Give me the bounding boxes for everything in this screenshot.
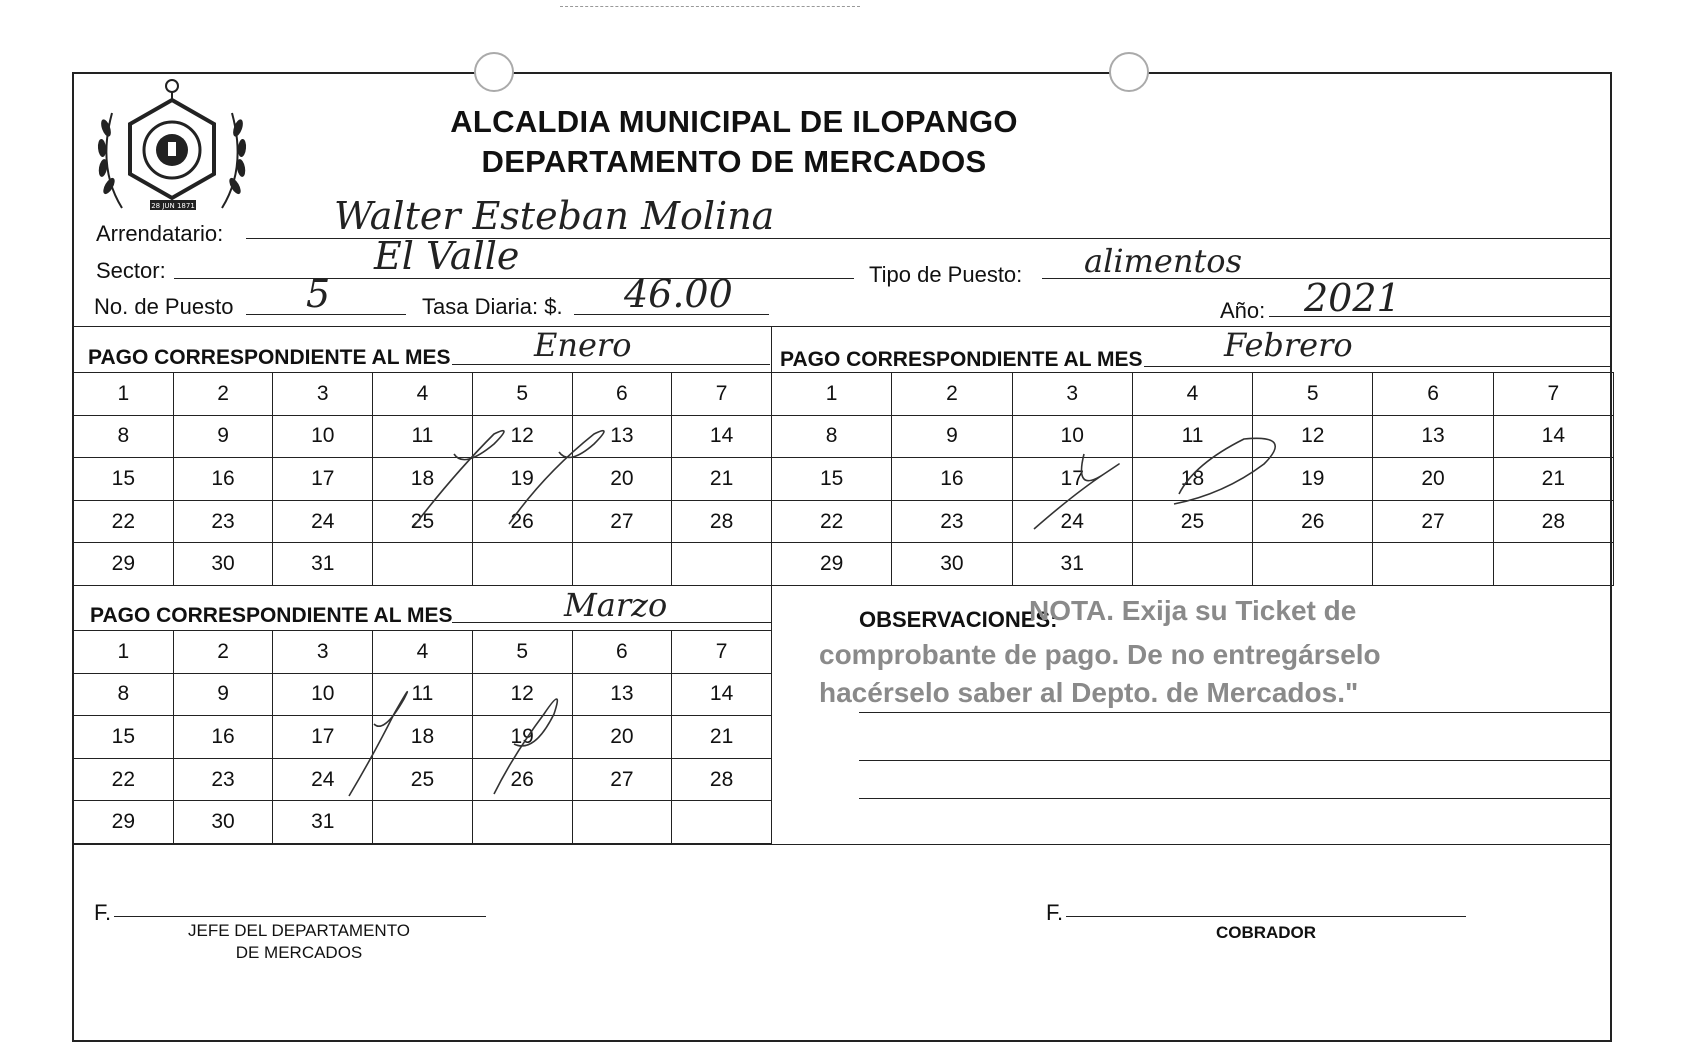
puesto-label: No. de Puesto bbox=[94, 294, 234, 319]
nota-line-3: hacérselo saber al Depto. de Mercados." bbox=[819, 677, 1359, 708]
empty-day-cell[interactable] bbox=[672, 801, 772, 844]
day-cell-6[interactable]: 6 bbox=[572, 631, 672, 674]
calendar-row bbox=[74, 543, 772, 586]
calendar-row bbox=[772, 543, 1614, 586]
day-cell-15[interactable]: 15 bbox=[772, 458, 892, 501]
day-cell-5[interactable]: 5 bbox=[472, 373, 572, 416]
month-1-label: PAGO CORRESPONDIENTE AL MES bbox=[88, 346, 451, 369]
day-cell-29[interactable]: 29 bbox=[74, 801, 174, 844]
day-cell-15[interactable]: 15 bbox=[74, 458, 174, 501]
signature-left-caption-1: JEFE DEL DEPARTAMENTO bbox=[188, 921, 410, 940]
day-cell-31[interactable]: 31 bbox=[273, 801, 373, 844]
day-cell-14[interactable]: 14 bbox=[672, 673, 772, 716]
empty-day-cell[interactable] bbox=[572, 801, 672, 844]
empty-day-cell[interactable] bbox=[672, 543, 772, 586]
observaciones-line-3 bbox=[859, 798, 1611, 799]
divider-signatures bbox=[74, 844, 1610, 845]
empty-day-cell[interactable] bbox=[472, 801, 572, 844]
day-cell-28[interactable]: 28 bbox=[672, 500, 772, 543]
calendar-row bbox=[772, 415, 1614, 458]
day-cell-30[interactable]: 30 bbox=[173, 543, 273, 586]
divider-middle bbox=[74, 585, 1610, 586]
day-cell-25[interactable]: 25 bbox=[373, 758, 473, 801]
day-cell-8[interactable]: 8 bbox=[74, 415, 174, 458]
signature-right-caption: COBRADOR bbox=[1215, 923, 1317, 942]
nota-line-1: NOTA. Exija su Ticket de bbox=[1029, 595, 1357, 626]
day-cell-14[interactable]: 14 bbox=[1493, 415, 1613, 458]
day-cell-22[interactable]: 22 bbox=[772, 500, 892, 543]
day-cell-29[interactable]: 29 bbox=[772, 543, 892, 586]
signature-left-f: F. bbox=[94, 900, 112, 925]
signature-left-caption bbox=[164, 920, 434, 964]
calendar-row bbox=[74, 458, 772, 501]
day-cell-26[interactable]: 26 bbox=[1253, 500, 1373, 543]
day-cell-29[interactable]: 29 bbox=[74, 543, 174, 586]
rental-payment-card bbox=[72, 72, 1612, 1042]
day-cell-12[interactable]: 12 bbox=[1253, 415, 1373, 458]
calendar-row bbox=[74, 631, 772, 674]
day-cell-11[interactable]: 11 bbox=[1132, 415, 1252, 458]
day-cell-24[interactable]: 24 bbox=[1012, 500, 1132, 543]
day-cell-3[interactable]: 3 bbox=[273, 631, 373, 674]
title-line-2: DEPARTAMENTO DE MERCADOS bbox=[481, 144, 987, 179]
day-cell-26[interactable]: 26 bbox=[472, 758, 572, 801]
punch-hole-right bbox=[1109, 52, 1149, 92]
day-cell-9[interactable]: 9 bbox=[173, 415, 273, 458]
day-cell-7[interactable]: 7 bbox=[1493, 373, 1613, 416]
anio-label: Año: bbox=[1220, 298, 1266, 323]
anio-value[interactable]: 2021 bbox=[1304, 276, 1401, 320]
day-cell-20[interactable]: 20 bbox=[572, 458, 672, 501]
day-cell-12[interactable]: 12 bbox=[472, 673, 572, 716]
day-cell-7[interactable]: 7 bbox=[672, 373, 772, 416]
tipo-puesto-label: Tipo de Puesto: bbox=[869, 262, 1023, 287]
month-2-value[interactable]: Febrero bbox=[1224, 326, 1353, 364]
calendar-row bbox=[772, 458, 1614, 501]
day-cell-25[interactable]: 25 bbox=[373, 500, 473, 543]
nota-line-2: comprobante de pago. De no entregárselo bbox=[819, 639, 1381, 670]
day-cell-2[interactable]: 2 bbox=[173, 373, 273, 416]
day-cell-3[interactable]: 3 bbox=[1012, 373, 1132, 416]
calendar-row bbox=[74, 373, 772, 416]
day-cell-21[interactable]: 21 bbox=[672, 716, 772, 759]
day-cell-18[interactable]: 18 bbox=[373, 716, 473, 759]
day-cell-4[interactable]: 4 bbox=[1132, 373, 1252, 416]
day-cell-14[interactable]: 14 bbox=[672, 415, 772, 458]
calendar-row bbox=[74, 415, 772, 458]
day-cell-9[interactable]: 9 bbox=[173, 673, 273, 716]
tasa-value[interactable]: 46.00 bbox=[624, 272, 733, 316]
empty-day-cell[interactable] bbox=[472, 543, 572, 586]
day-cell-28[interactable]: 28 bbox=[1493, 500, 1613, 543]
day-cell-2[interactable]: 2 bbox=[173, 631, 273, 674]
signature-right-f: F. bbox=[1046, 900, 1064, 925]
calendar-row bbox=[74, 673, 772, 716]
day-cell-23[interactable]: 23 bbox=[173, 500, 273, 543]
month-1-line bbox=[452, 364, 770, 365]
day-cell-27[interactable]: 27 bbox=[1373, 500, 1493, 543]
signature-right-line[interactable] bbox=[1066, 916, 1466, 917]
day-cell-19[interactable]: 19 bbox=[472, 716, 572, 759]
day-cell-6[interactable]: 6 bbox=[572, 373, 672, 416]
day-cell-9[interactable]: 9 bbox=[892, 415, 1012, 458]
day-cell-30[interactable]: 30 bbox=[173, 801, 273, 844]
day-cell-16[interactable]: 16 bbox=[892, 458, 1012, 501]
day-cell-4[interactable]: 4 bbox=[373, 631, 473, 674]
divider-header bbox=[74, 326, 1610, 327]
empty-day-cell[interactable] bbox=[373, 543, 473, 586]
day-cell-13[interactable]: 13 bbox=[1373, 415, 1493, 458]
day-cell-10[interactable]: 10 bbox=[273, 673, 373, 716]
page-title bbox=[374, 102, 1094, 182]
day-cell-7[interactable]: 7 bbox=[672, 631, 772, 674]
day-cell-15[interactable]: 15 bbox=[74, 716, 174, 759]
observaciones-label: OBSERVACIONES: bbox=[859, 607, 1058, 632]
calendar-month-2 bbox=[771, 372, 1614, 586]
day-cell-21[interactable]: 21 bbox=[1493, 458, 1613, 501]
empty-day-cell[interactable] bbox=[1373, 543, 1493, 586]
signature-left-line[interactable] bbox=[114, 916, 486, 917]
month-1-value[interactable]: Enero bbox=[534, 326, 632, 364]
day-cell-4[interactable]: 4 bbox=[373, 373, 473, 416]
day-cell-20[interactable]: 20 bbox=[1373, 458, 1493, 501]
day-cell-30[interactable]: 30 bbox=[892, 543, 1012, 586]
day-cell-17[interactable]: 17 bbox=[273, 458, 373, 501]
sector-line bbox=[174, 278, 854, 279]
observaciones-line-2 bbox=[859, 760, 1611, 761]
calendar-row bbox=[772, 373, 1614, 416]
tipo-puesto-value[interactable]: alimentos bbox=[1084, 242, 1242, 280]
calendar-row bbox=[772, 500, 1614, 543]
day-cell-20[interactable]: 20 bbox=[572, 716, 672, 759]
empty-day-cell[interactable] bbox=[373, 801, 473, 844]
day-cell-25[interactable]: 25 bbox=[1132, 500, 1252, 543]
day-cell-22[interactable]: 22 bbox=[74, 500, 174, 543]
day-cell-28[interactable]: 28 bbox=[672, 758, 772, 801]
day-cell-1[interactable]: 1 bbox=[772, 373, 892, 416]
municipal-seal-logo bbox=[92, 78, 252, 228]
day-cell-21[interactable]: 21 bbox=[672, 458, 772, 501]
day-cell-18[interactable]: 18 bbox=[373, 458, 473, 501]
sector-value[interactable]: El Valle bbox=[374, 234, 520, 278]
month-3-value[interactable]: Marzo bbox=[564, 586, 668, 624]
day-cell-3[interactable]: 3 bbox=[273, 373, 373, 416]
calendar-month-1 bbox=[73, 372, 772, 586]
seal-date-text: 28 JUN 1871 bbox=[151, 202, 195, 210]
arrendatario-label: Arrendatario: bbox=[96, 221, 224, 246]
calendar-row bbox=[74, 716, 772, 759]
day-cell-6[interactable]: 6 bbox=[1373, 373, 1493, 416]
day-cell-26[interactable]: 26 bbox=[472, 500, 572, 543]
empty-day-cell[interactable] bbox=[1253, 543, 1373, 586]
month-2-line bbox=[1144, 366, 1612, 367]
scan-edge-mark bbox=[560, 6, 860, 10]
observaciones-line-1 bbox=[859, 712, 1611, 713]
day-cell-24[interactable]: 24 bbox=[273, 500, 373, 543]
title-line-1: ALCALDIA MUNICIPAL DE ILOPANGO bbox=[450, 104, 1018, 139]
signature-left-caption-2: DE MERCADOS bbox=[235, 943, 363, 962]
day-cell-31[interactable]: 31 bbox=[1012, 543, 1132, 586]
day-cell-16[interactable]: 16 bbox=[173, 716, 273, 759]
day-cell-27[interactable]: 27 bbox=[572, 758, 672, 801]
month-3-label: PAGO CORRESPONDIENTE AL MES bbox=[90, 604, 453, 627]
day-cell-23[interactable]: 23 bbox=[173, 758, 273, 801]
calendar-row bbox=[74, 758, 772, 801]
punch-hole-left bbox=[474, 52, 514, 92]
day-cell-18[interactable]: 18 bbox=[1132, 458, 1252, 501]
day-cell-11[interactable]: 11 bbox=[373, 415, 473, 458]
day-cell-13[interactable]: 13 bbox=[572, 673, 672, 716]
day-cell-17[interactable]: 17 bbox=[1012, 458, 1132, 501]
puesto-value[interactable]: 5 bbox=[306, 272, 331, 316]
day-cell-8[interactable]: 8 bbox=[772, 415, 892, 458]
day-cell-19[interactable]: 19 bbox=[472, 458, 572, 501]
empty-day-cell[interactable] bbox=[572, 543, 672, 586]
day-cell-10[interactable]: 10 bbox=[273, 415, 373, 458]
day-cell-16[interactable]: 16 bbox=[173, 458, 273, 501]
calendar-row bbox=[74, 500, 772, 543]
day-cell-24[interactable]: 24 bbox=[273, 758, 373, 801]
day-cell-10[interactable]: 10 bbox=[1012, 415, 1132, 458]
calendar-row bbox=[74, 801, 772, 844]
day-cell-19[interactable]: 19 bbox=[1253, 458, 1373, 501]
day-cell-1[interactable]: 1 bbox=[74, 373, 174, 416]
day-cell-1[interactable]: 1 bbox=[74, 631, 174, 674]
month-2-label: PAGO CORRESPONDIENTE AL MES bbox=[780, 348, 1143, 371]
day-cell-11[interactable]: 11 bbox=[373, 673, 473, 716]
day-cell-5[interactable]: 5 bbox=[472, 631, 572, 674]
day-cell-8[interactable]: 8 bbox=[74, 673, 174, 716]
empty-day-cell[interactable] bbox=[1493, 543, 1613, 586]
day-cell-17[interactable]: 17 bbox=[273, 716, 373, 759]
day-cell-27[interactable]: 27 bbox=[572, 500, 672, 543]
day-cell-12[interactable]: 12 bbox=[472, 415, 572, 458]
sector-label: Sector: bbox=[96, 258, 166, 283]
day-cell-23[interactable]: 23 bbox=[892, 500, 1012, 543]
tasa-label: Tasa Diaria: $. bbox=[422, 294, 563, 319]
day-cell-22[interactable]: 22 bbox=[74, 758, 174, 801]
day-cell-2[interactable]: 2 bbox=[892, 373, 1012, 416]
day-cell-31[interactable]: 31 bbox=[273, 543, 373, 586]
day-cell-13[interactable]: 13 bbox=[572, 415, 672, 458]
day-cell-5[interactable]: 5 bbox=[1253, 373, 1373, 416]
calendar-month-3 bbox=[73, 630, 772, 844]
empty-day-cell[interactable] bbox=[1132, 543, 1252, 586]
arrendatario-value[interactable]: Walter Esteban Molina bbox=[334, 194, 775, 238]
